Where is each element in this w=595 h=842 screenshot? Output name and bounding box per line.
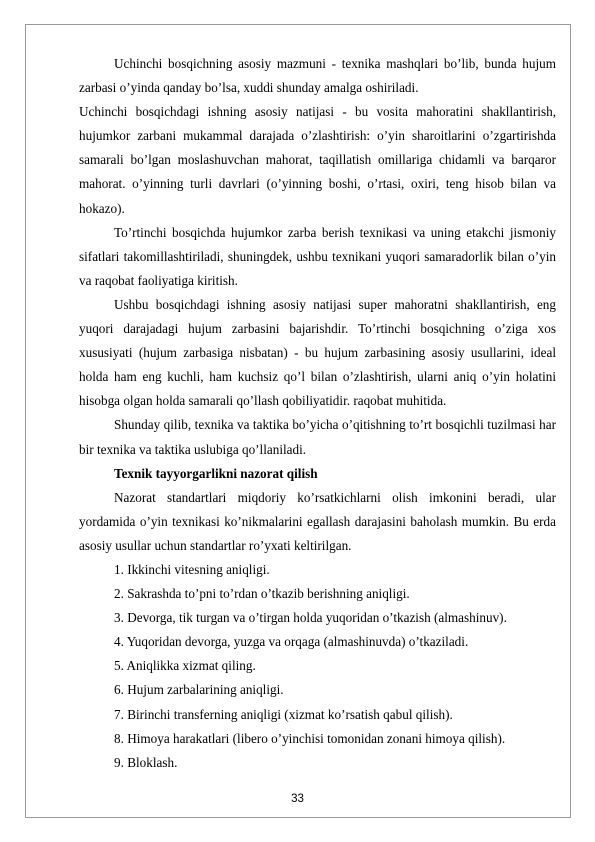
list-item: 9. Bloklash. xyxy=(114,754,178,770)
list-item: 5. Aniqlikka xizmat qiling. xyxy=(114,658,256,674)
page-number: 33 xyxy=(291,793,304,805)
paragraph-control-standards: Nazorat standartlari miqdoriy ko’rsatkichlarni olish imkonini beradi, ular yordamida o’yin texnikasi ko’nikmalarini egallash darajasini baholash mumkin. Bu erda asosiy usullar uchun standartlar ro’yxati keltirilgan. xyxy=(79,489,556,553)
standards-list xyxy=(79,558,556,775)
paragraph-stage3-content: Uchinchi bosqichning asosiy mazmuni - texnika mashqlari bo’lib, bunda hujum zarbasi o’yinda qanday bo’lsa, xuddi shunday amalga oshiriladi. xyxy=(79,56,556,96)
list-item: 3. Devorga, tik turgan va o’tirgan holda yuqoridan o’tkazish (almashinuv). xyxy=(114,610,507,626)
paragraph-stage4-result: Ushbu bosqichdagi ishning asosiy natijasi super mahoratni shakllantirish, eng yuqori darajadagi hujum zarbasini bajarishdir. To’rtinchi bosqichning o’ziga xos xususiyati (hujum zarbasiga nisbatan) - bu hujum zarbasining asosiy usullarini, ideal holda ham eng kuchli, ham kuchsiz qo’l bilan o’zlashtirish, ularni aniq o’yin holatini hisobga olgan holda samarali qo’llash qobiliyatidir. raqobat muhitida. xyxy=(79,296,556,409)
section-heading: Texnik tayyorgarlikni nazorat qilish xyxy=(114,465,318,481)
list-item: 7. Birinchi transferning aniqligi (xizmat ko’rsatish qabul qilish). xyxy=(114,706,453,722)
paragraph-stage4-content: To’rtinchi bosqichda hujumkor zarba berish texnikasi va uning etakchi jismoniy sifatlari takomillashtiriladi, shuningdek, ushbu texnikani yuqori samaradorlik bilan o’yin va raqobat faoliyatiga kiritish. xyxy=(79,224,556,288)
paragraph-summary: Shunday qilib, texnika va taktika bo’yicha o’qitishning to’rt bosqichli tuzilmasi har bir texnika va taktika uslubiga qo’llaniladi. xyxy=(79,417,556,457)
list-item: 8. Himoya harakatlari (libero o’yinchisi tomonidan zonani himoya qilish). xyxy=(114,730,506,746)
list-item: 2. Sakrashda to’pni to’rdan o’tkazib berishning aniqligi. xyxy=(114,586,410,602)
list-item: 4. Yuqoridan devorga, yuzga va orqaga (almashinuvda) o’tkaziladi. xyxy=(114,634,469,650)
list-item: 6. Hujum zarbalarining aniqligi. xyxy=(114,682,284,698)
paragraph-stage3-result: Uchinchi bosqichdagi ishning asosiy natijasi - bu vosita mahoratini shakllantirish, hujumkor zarbani mukammal darajada o’zlashtirish: o’yin sharoitlarini o’zgartirishda samarali bo’lgan moslashuvchan mahorat, taqillatish omillariga chidamli va barqaror mahorat. o’yinning turli davrlari (o’yinning boshi, o’rtasi, oxiri, teng hisob bilan va hokazo). xyxy=(79,104,556,216)
document-body xyxy=(79,52,556,775)
list-item: 1. Ikkinchi vitesning aniqligi. xyxy=(114,561,270,577)
